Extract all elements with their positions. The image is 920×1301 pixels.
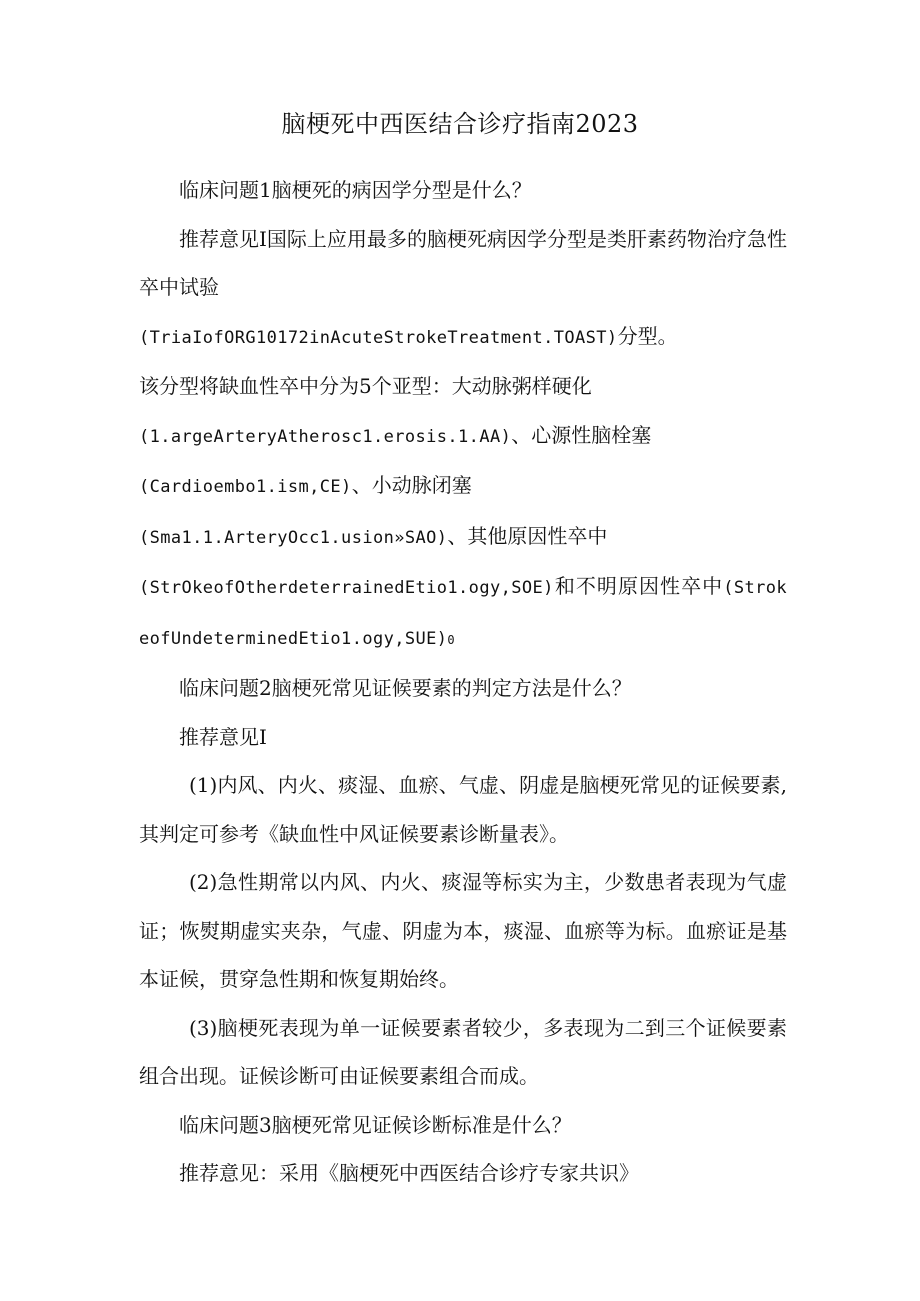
soe-label: 、其他原因性卒中 [447, 523, 608, 548]
document-body [139, 166, 787, 1198]
document-title: 脑梗死中西医结合诊疗指南2023 [281, 110, 639, 138]
sue-term: (StrokeofUndeterminedEtio1.ogy,SUE) [139, 578, 787, 649]
recommendation-3: 推荐意见：采用《脑梗死中西医结合诊疗专家共识》 [179, 1161, 639, 1185]
ce-term: (Cardioembo1.ism,CE) [139, 477, 352, 497]
sue-label: 和不明原因性卒中 [553, 574, 724, 598]
toast-tail: 分型。 [617, 323, 678, 348]
question-2: 临床问题2脑梗死常见证候要素的判定方法是什么？ [179, 676, 632, 700]
recommendation-1-intro: 推荐意见I国际上应用最多的脑梗死病因学分型是类肝素药物治疗急性卒中试验 [139, 226, 787, 299]
ce-label: 、心源性脑栓塞 [511, 422, 652, 447]
sao-term: (Sma1.1.ArteryOcc1.usion»SAO) [139, 527, 448, 548]
question-3: 临床问题3脑梗死常见证候诊断标准是什么？ [179, 1112, 572, 1137]
recommendation-2-title: 推荐意见I [179, 724, 267, 749]
sao-label: 、小动脉闭塞 [351, 473, 472, 497]
toast-term: (TriaIofORG10172inAcuteStrokeTreatment.TOAST) [139, 327, 618, 348]
recommendation-2-item-3: (3)脑梗死表现为单一证候要素者较少，多表现为二到三个证候要素组合出现。证候诊断可由证候要素组合而成。 [139, 1015, 787, 1088]
recommendation-1-end: 0 [447, 632, 456, 647]
soe-term: (StrOkeofOtherdeterrainedEtio1.ogy,SOE) [139, 578, 554, 598]
recommendation-1 [139, 215, 787, 665]
laa-term: (1.argeArteryAtherosc1.erosis.1.AA) [139, 426, 512, 447]
recommendation-2-item-1: (1)内风、内火、痰湿、血瘀、气虚、阴虚是脑梗死常见的证候要素,其判定可参考《缺血性中风证候要素诊断量表》。 [139, 773, 787, 846]
recommendation-2-item-2: (2)急性期常以内风、内火、痰湿等标实为主，少数患者表现为气虚证；恢熨期虚实夹杂，气虚、阴虚为本，痰湿、血瘀等为标。血瘀证是基本证候，贯穿急性期和恢复期始终。 [139, 870, 787, 991]
subtypes-intro: 该分型将缺血性卒中分为5个亚型：大动脉粥样硬化 [139, 374, 592, 398]
question-1: 临床问题1脑梗死的病因学分型是什么？ [179, 178, 532, 202]
